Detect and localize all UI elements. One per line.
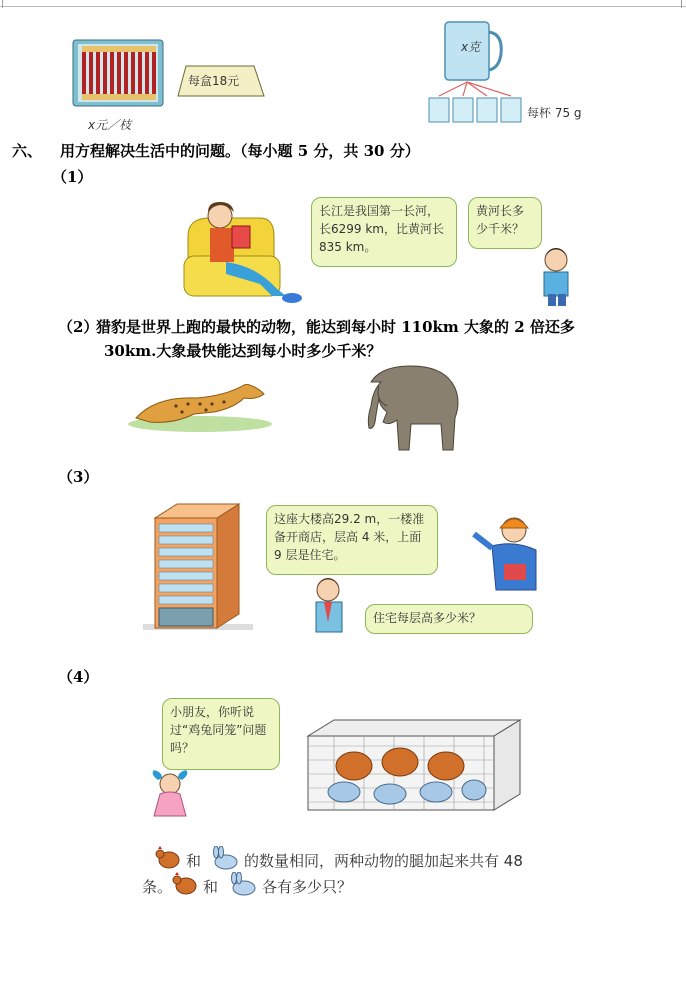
speech-bubble-worker bbox=[266, 505, 438, 575]
speech-bubble-girl-q4-text: 小朋友，你听说过“鸡兔同笼”问题吗？ bbox=[170, 705, 267, 755]
rooster-icon bbox=[170, 872, 200, 896]
cup-weight-label: 每杯 75 g bbox=[527, 106, 582, 120]
question-1-label: （1） bbox=[52, 168, 93, 186]
rooster-icon bbox=[153, 846, 183, 870]
jug-cups-illustration bbox=[425, 18, 535, 128]
boy-illustration bbox=[302, 576, 356, 638]
cheetah-illustration bbox=[126, 384, 272, 434]
page-top-border bbox=[0, 6, 686, 7]
speech-bubble-worker-text: 这座大楼高29.2 m，一楼准备开商店，层高 4 米，上面 9 层是住宅。 bbox=[274, 512, 425, 562]
question-3-label: （3） bbox=[58, 468, 99, 486]
jug-weight-label: x克 bbox=[461, 40, 481, 54]
boy-thinking-illustration bbox=[528, 246, 582, 308]
question-4-text-line2-start: 条。 bbox=[142, 878, 173, 896]
office-building-illustration bbox=[143, 496, 253, 636]
speech-bubble-girl-q4 bbox=[162, 698, 280, 770]
question-2-label: （2） bbox=[58, 318, 99, 336]
pencil-box-illustration bbox=[72, 38, 172, 110]
section-number: 六、 bbox=[12, 142, 43, 160]
speech-bubble-boy bbox=[468, 197, 542, 249]
pencil-price-label: x元／枝 bbox=[88, 118, 132, 132]
speech-bubble-boy-q3 bbox=[365, 604, 533, 634]
page-corner-mark bbox=[2, 0, 3, 8]
speech-bubble-girl bbox=[311, 197, 457, 267]
section-title: 用方程解决生活中的问题。（每小题 5 分，共 30 分） bbox=[60, 142, 420, 160]
and-label: 和 bbox=[203, 878, 219, 896]
question-4-label: （4） bbox=[58, 668, 99, 686]
speech-bubble-girl-text: 长江是我国第一长河，长6299 km，比黄河长 835 km。 bbox=[319, 204, 444, 254]
box-price-tag bbox=[176, 62, 264, 96]
box-price-label: 每盒18元 bbox=[188, 74, 240, 88]
speech-bubble-boy-text: 黄河长多少千米？ bbox=[476, 204, 525, 236]
rabbit-icon bbox=[226, 872, 258, 896]
question-4-text-line2: 各有多少只？ bbox=[262, 878, 353, 896]
girl-reading-sofa-illustration bbox=[180, 196, 308, 308]
page-corner-mark bbox=[681, 0, 682, 8]
elephant-illustration bbox=[351, 362, 463, 454]
speech-bubble-boy-q3-text: 住宅每层高多少米？ bbox=[373, 611, 482, 625]
worker-illustration bbox=[466, 512, 542, 592]
question-2-text-line2: 30km.大象最快能达到每小时多少千米？ bbox=[104, 342, 382, 360]
question-4-text-line1: 的数量相同，两种动物的腿加起来共有 48 bbox=[244, 852, 523, 870]
girl-illustration bbox=[148, 770, 192, 820]
rabbit-icon bbox=[208, 846, 240, 870]
chicken-rabbit-cage-illustration bbox=[304, 716, 522, 814]
and-label: 和 bbox=[186, 852, 202, 870]
question-2-text-line1: 猎豹是世界上跑的最快的动物，能达到每小时 110km 大象的 2 倍还多 bbox=[96, 318, 575, 336]
